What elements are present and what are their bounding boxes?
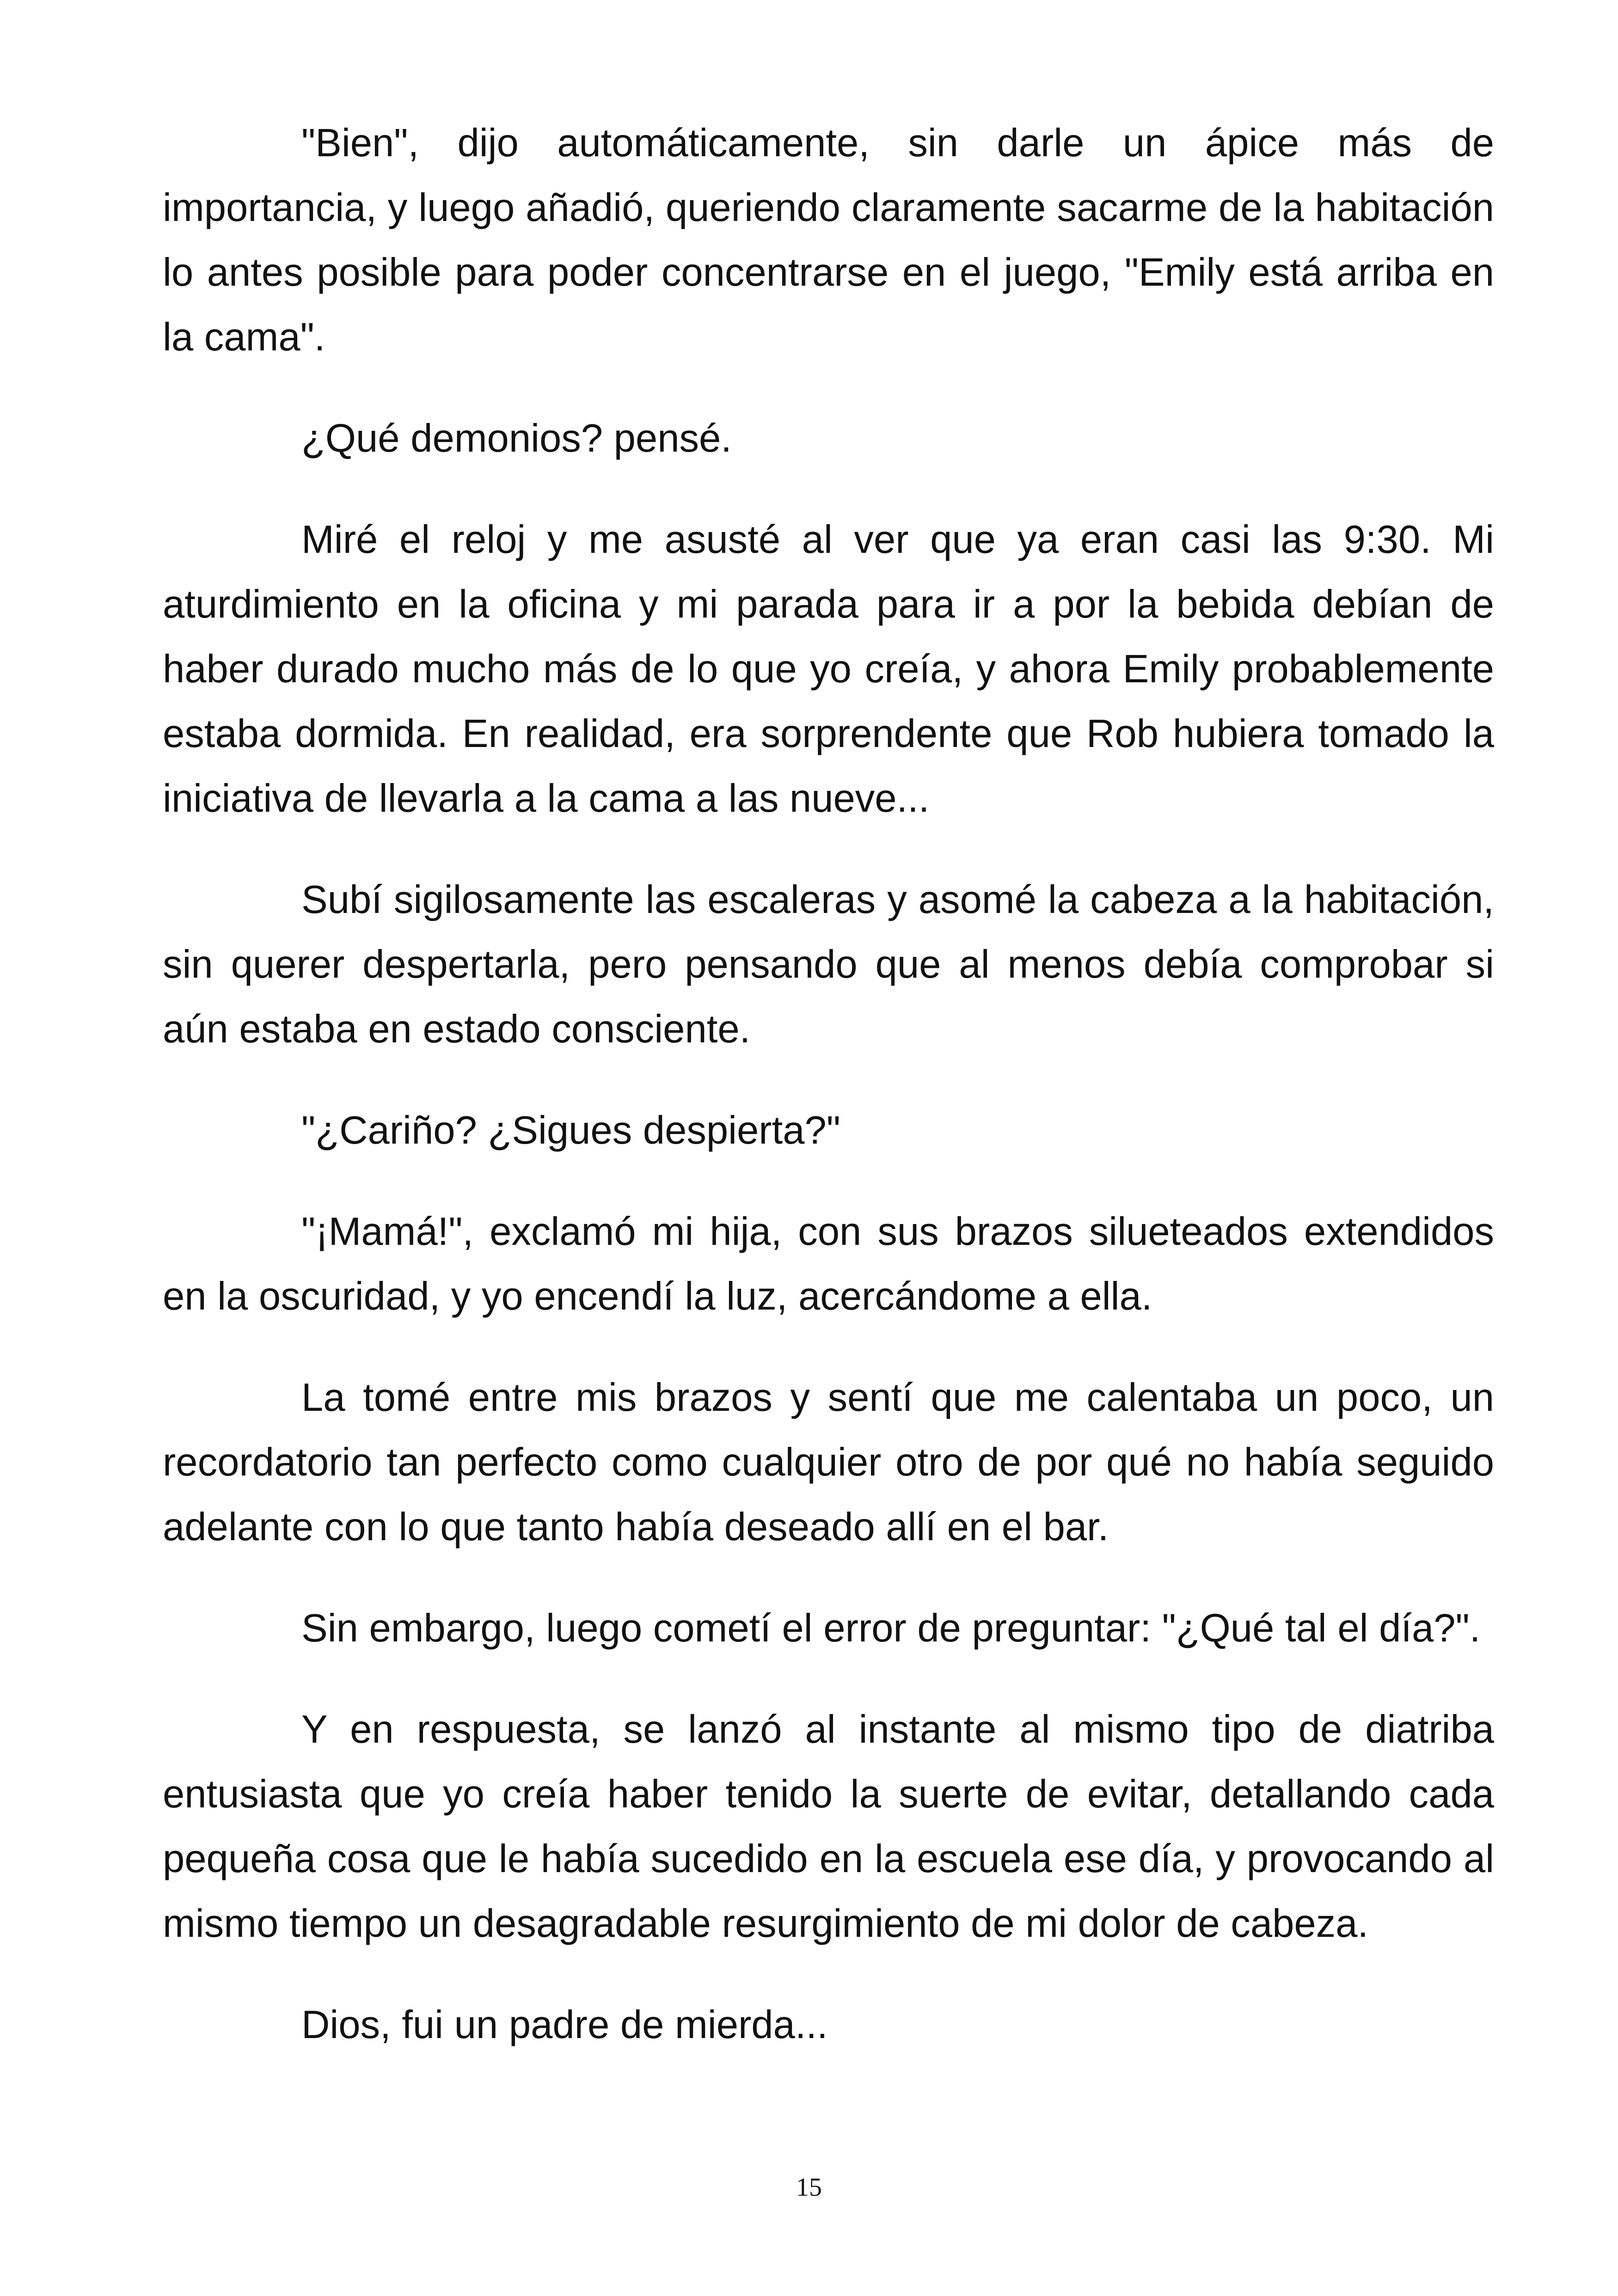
page-number: 15 [796,2173,822,2202]
paragraph: "¡Mamá!", exclamó mi hija, con sus brazos silueteados extendidos en la oscuridad, y yo encendí la luz, acercándome a ella. [163,1210,1494,1318]
paragraph: Dios, fui un padre de mierda... [301,2003,828,2047]
paragraph: La tomé entre mis brazos y sentí que me calentaba un poco, un recordatorio tan perfecto como cualquier otro de por qué no había seguido adelante con lo que tanto había deseado allí en el bar. [163,1376,1494,1549]
paragraph: Miré el reloj y me asusté al ver que ya eran casi las 9:30. Mi aturdimiento en la oficina y mi parada para ir a por la bebida debían de haber durado mucho más de lo que yo creía, y ahora Emily probablemente estaba dormida. En realidad, era sorprendente que Rob hubiera tomado la iniciativa de llevarla a la cama a las nueve... [163,518,1494,820]
paragraph: Sin embargo, luego cometí el error de preguntar: "¿Qué tal el día?". [301,1606,1481,1650]
body-text [163,111,1494,2094]
paragraph: Subí sigilosamente las escaleras y asomé la cabeza a la habitación, sin querer despertarla, pero pensando que al menos debía comprobar si aún estaba en estado consciente. [163,878,1494,1051]
paragraph: "¿Cariño? ¿Sigues despierta?" [301,1108,840,1152]
paragraph: Y en respuesta, se lanzó al instante al mismo tipo de diatriba entusiasta que yo creía haber tenido la suerte de evitar, detallando cada pequeña cosa que le había sucedido en la escuela ese día, y provocando al mismo tiempo un desagradable resurgimiento de mi dolor de cabeza. [163,1708,1494,1946]
paragraph: ¿Qué demonios? pensé. [301,416,732,460]
paragraph: "Bien", dijo automáticamente, sin darle un ápice más de importancia, y luego añadió, queriendo claramente sacarme de la habitación lo antes posible para poder concentrarse en el juego, "Emily está arriba en la cama". [163,121,1494,359]
